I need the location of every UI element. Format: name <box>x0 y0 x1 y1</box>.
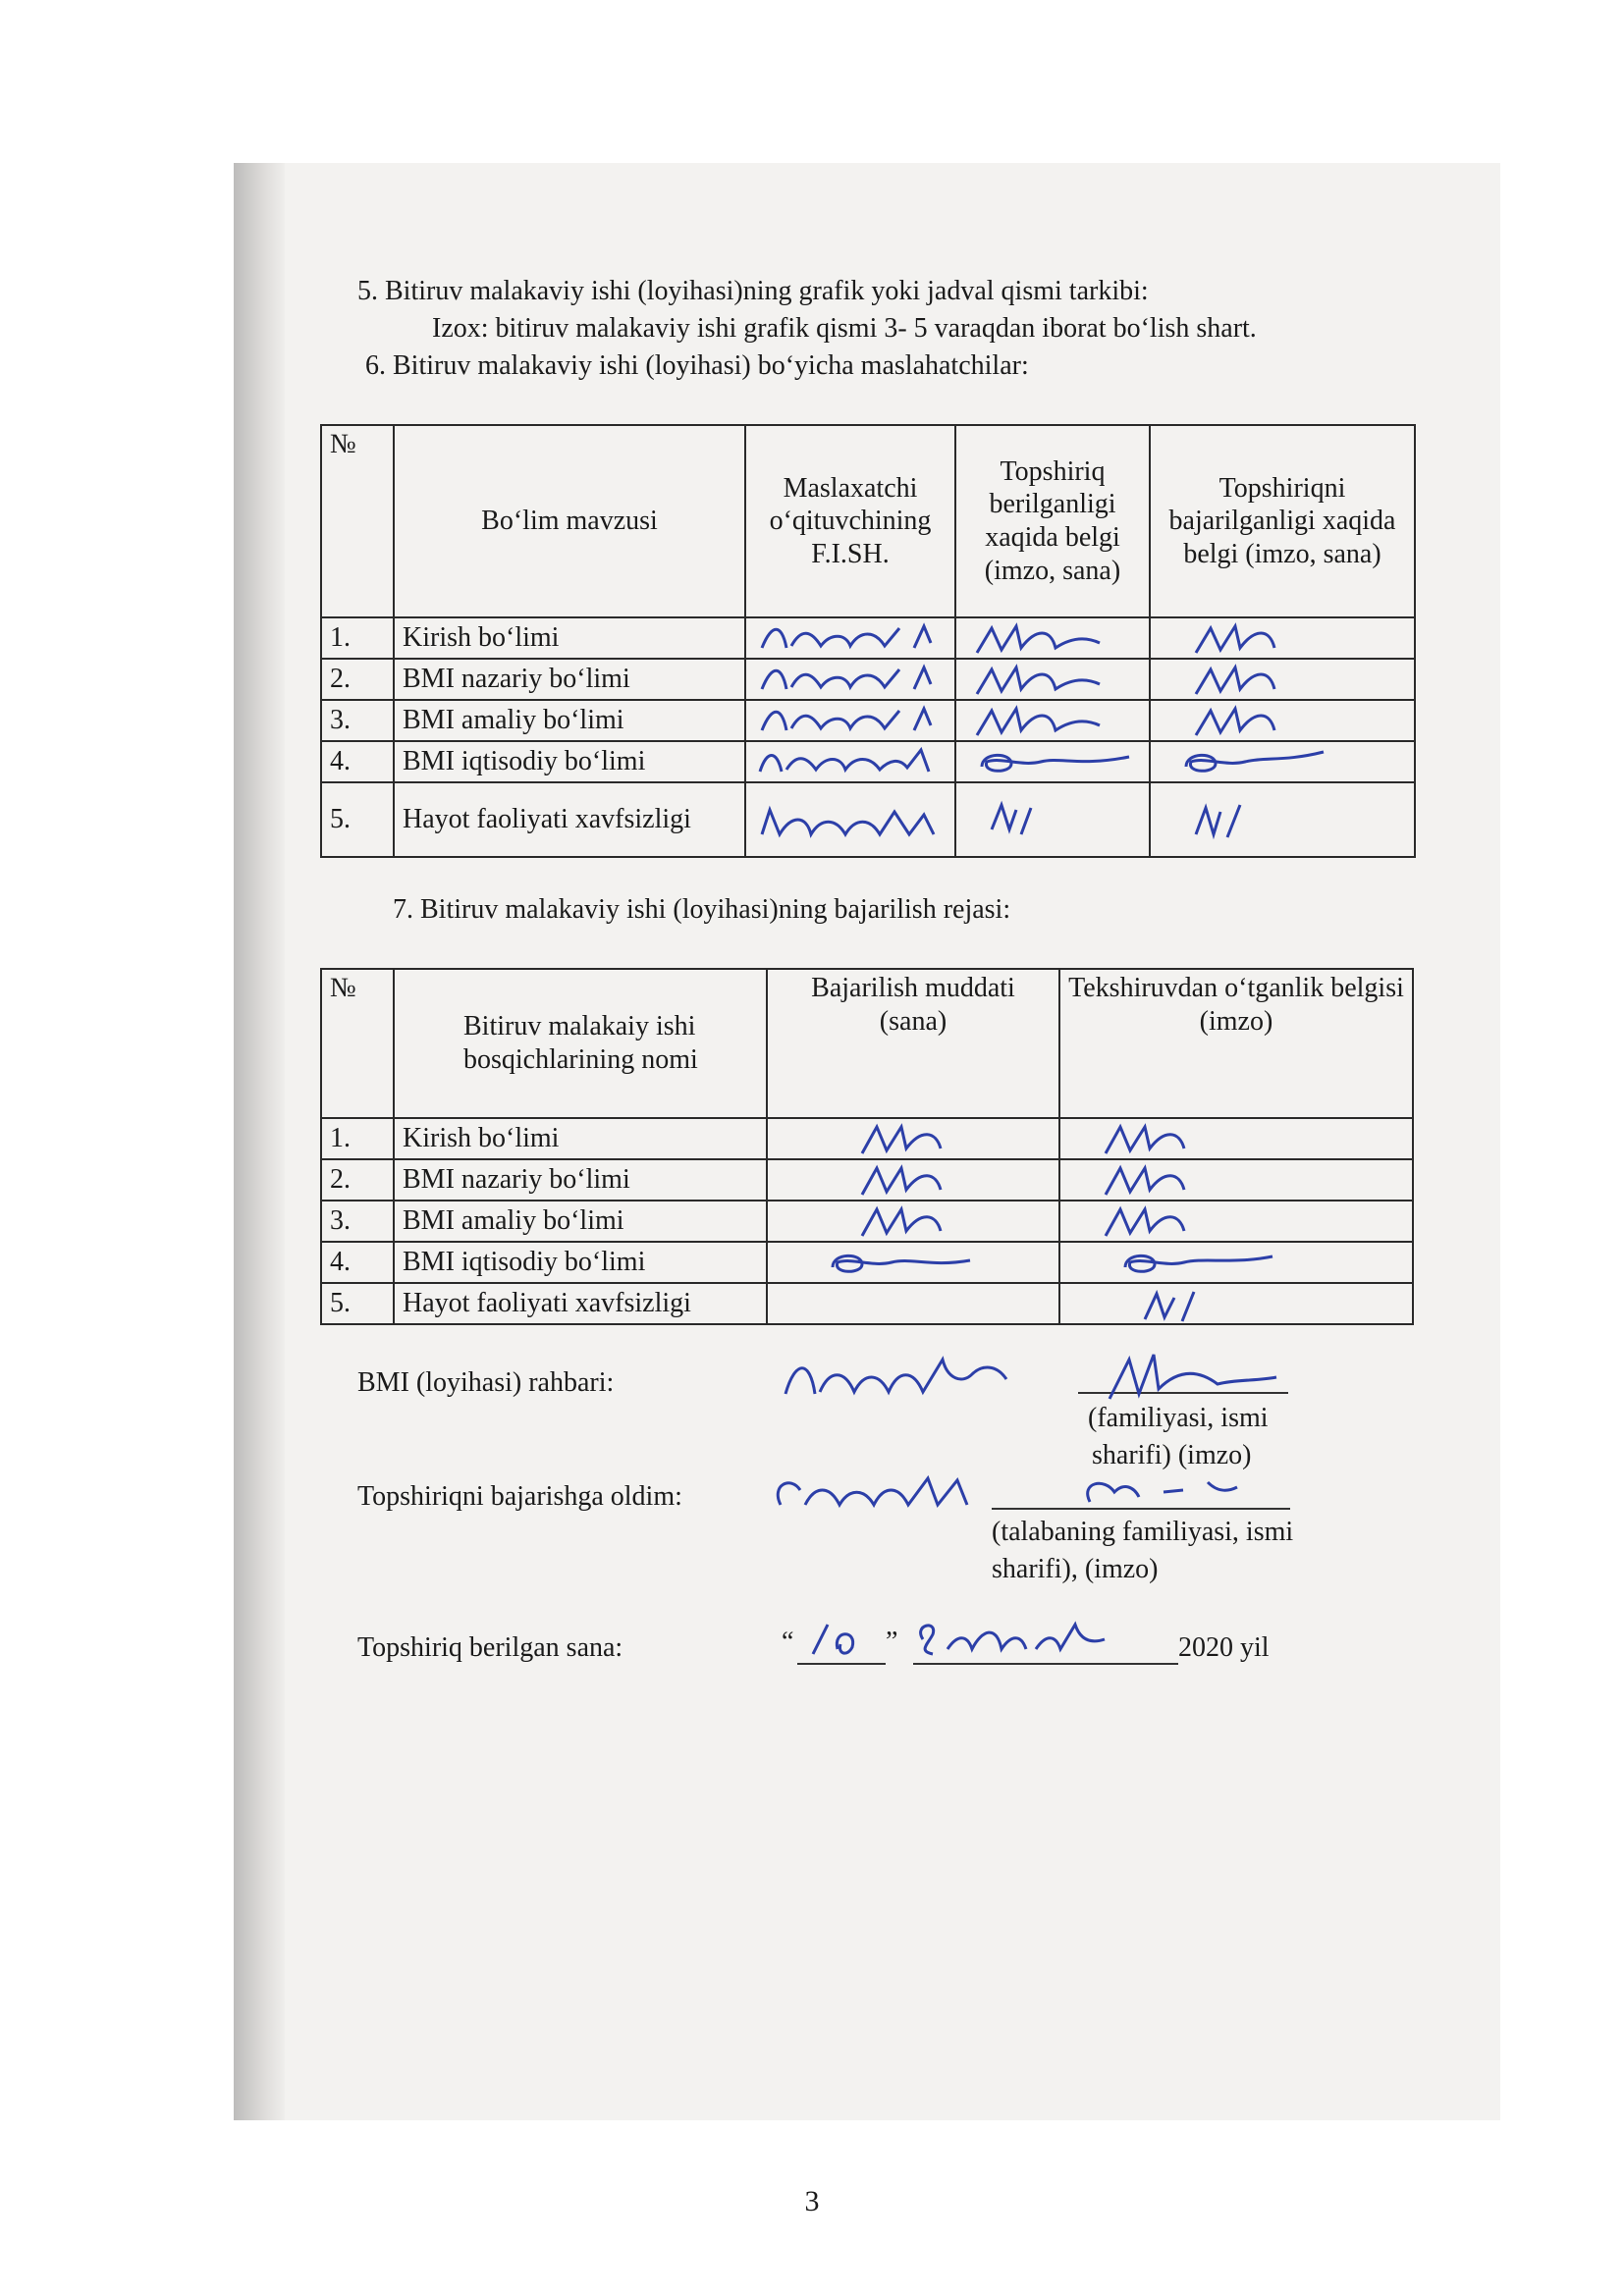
advisor-signature <box>745 700 955 741</box>
advisor-signature <box>745 659 955 700</box>
row-num: 1. <box>321 1118 394 1159</box>
table-row <box>321 1118 1413 1159</box>
col-topic-header: Bo‘lim mavzusi <box>394 425 745 617</box>
student-caption-2: sharifi), (imzo) <box>992 1554 1159 1584</box>
table-row <box>321 782 1415 857</box>
plan-table <box>320 968 1414 1325</box>
date-year: 2020 yil <box>1178 1632 1270 1663</box>
table-header-row <box>321 425 1415 617</box>
date-close-quote: ” <box>886 1627 898 1657</box>
row-num: 2. <box>321 1159 394 1201</box>
given-signature <box>955 617 1150 659</box>
row-topic: Hayot faoliyati xavfsizligi <box>394 782 745 857</box>
table-row <box>321 700 1415 741</box>
deadline-signature <box>767 1159 1059 1201</box>
table-row <box>321 741 1415 782</box>
section5-heading: 5. Bitiruv malakaviy ishi (loyihasi)ning grafik yoki jadval qismi tarkibi: <box>357 276 1149 306</box>
row-num: 5. <box>321 782 394 857</box>
supervisor-label: BMI (loyihasi) rahbari: <box>357 1367 615 1398</box>
given-signature <box>955 741 1150 782</box>
check-signature <box>1059 1283 1413 1324</box>
accepted-label: Topshiriqni bajarishga oldim: <box>357 1481 682 1512</box>
check-signature <box>1059 1118 1413 1159</box>
col-done-header: Topshiriqni bajarilganligi xaqida belgi (imzo, sana) <box>1150 425 1415 617</box>
row-num: 3. <box>321 1201 394 1242</box>
table-header-row <box>321 969 1413 1118</box>
done-signature <box>1150 782 1415 857</box>
row-num: 4. <box>321 741 394 782</box>
row-stage: BMI iqtisodiy bo‘limi <box>394 1242 767 1283</box>
check-signature <box>1059 1201 1413 1242</box>
advisor-signature <box>745 617 955 659</box>
date-open-quote: “ <box>782 1627 794 1657</box>
supervisor-caption-2: sharifi) (imzo) <box>1092 1440 1252 1470</box>
check-signature <box>1059 1242 1413 1283</box>
row-topic: BMI iqtisodiy bo‘limi <box>394 741 745 782</box>
col-stage-header: Bitiruv malakaiy ishi bosqichlarining nomi <box>394 969 767 1118</box>
deadline-signature <box>767 1242 1059 1283</box>
supervisor-signature <box>1090 1340 1286 1409</box>
section6-heading: 6. Bitiruv malakaviy ishi (loyihasi) bo‘yicha maslahatchilar: <box>365 350 1029 381</box>
row-stage: BMI nazariy bo‘limi <box>394 1159 767 1201</box>
table-row <box>321 617 1415 659</box>
done-signature <box>1150 659 1415 700</box>
student-signature <box>1070 1463 1267 1522</box>
section5-note: Izox: bitiruv malakaviy ishi grafik qismi 3- 5 varaqdan iborat bo‘lish shart. <box>432 313 1257 344</box>
advisors-table <box>320 424 1416 858</box>
check-signature <box>1059 1159 1413 1201</box>
row-num: 4. <box>321 1242 394 1283</box>
supervisor-name-signature <box>776 1345 1021 1414</box>
table-row <box>321 659 1415 700</box>
table-row <box>321 1283 1413 1324</box>
row-topic: BMI nazariy bo‘limi <box>394 659 745 700</box>
row-stage: Hayot faoliyati xavfsizligi <box>394 1283 767 1324</box>
date-month-handwriting <box>903 1610 1139 1665</box>
row-num: 5. <box>321 1283 394 1324</box>
advisor-signature <box>745 782 955 857</box>
col-given-header: Topshiriq berilganligi xaqida belgi (imzo, sana) <box>955 425 1150 617</box>
col-num-header: № <box>321 969 394 1118</box>
deadline-signature <box>767 1118 1059 1159</box>
done-signature <box>1150 741 1415 782</box>
section7-heading: 7. Bitiruv malakaviy ishi (loyihasi)ning bajarilish rejasi: <box>393 894 1011 925</box>
given-signature <box>955 700 1150 741</box>
row-num: 1. <box>321 617 394 659</box>
row-topic: BMI amaliy bo‘limi <box>394 700 745 741</box>
page-binding-shadow <box>234 163 285 2120</box>
student-caption-1: (talabaning familiyasi, ismi <box>992 1517 1294 1547</box>
given-signature <box>955 659 1150 700</box>
row-stage: BMI amaliy bo‘limi <box>394 1201 767 1242</box>
given-signature <box>955 782 1150 857</box>
page-number: 3 <box>804 2185 820 2217</box>
deadline-cell <box>767 1283 1059 1324</box>
col-num-header: № <box>321 425 394 617</box>
table-row <box>321 1159 1413 1201</box>
supervisor-caption-1: (familiyasi, ismi <box>1088 1403 1269 1433</box>
done-signature <box>1150 700 1415 741</box>
date-day-handwriting <box>793 1610 882 1665</box>
table-row <box>321 1201 1413 1242</box>
col-deadline-header: Bajarilish muddati (sana) <box>767 969 1059 1118</box>
row-stage: Kirish bo‘limi <box>394 1118 767 1159</box>
row-topic: Kirish bo‘limi <box>394 617 745 659</box>
row-num: 2. <box>321 659 394 700</box>
done-signature <box>1150 617 1415 659</box>
row-num: 3. <box>321 700 394 741</box>
table-row <box>321 1242 1413 1283</box>
date-label: Topshiriq berilgan sana: <box>357 1632 623 1663</box>
advisor-signature <box>745 741 955 782</box>
col-check-header: Tekshiruvdan o‘tganlik belgisi (imzo) <box>1059 969 1413 1118</box>
deadline-signature <box>767 1201 1059 1242</box>
col-advisor-header: Maslaxatchi o‘qituvchining F.I.SH. <box>745 425 955 617</box>
student-name-signature <box>766 1461 1011 1529</box>
